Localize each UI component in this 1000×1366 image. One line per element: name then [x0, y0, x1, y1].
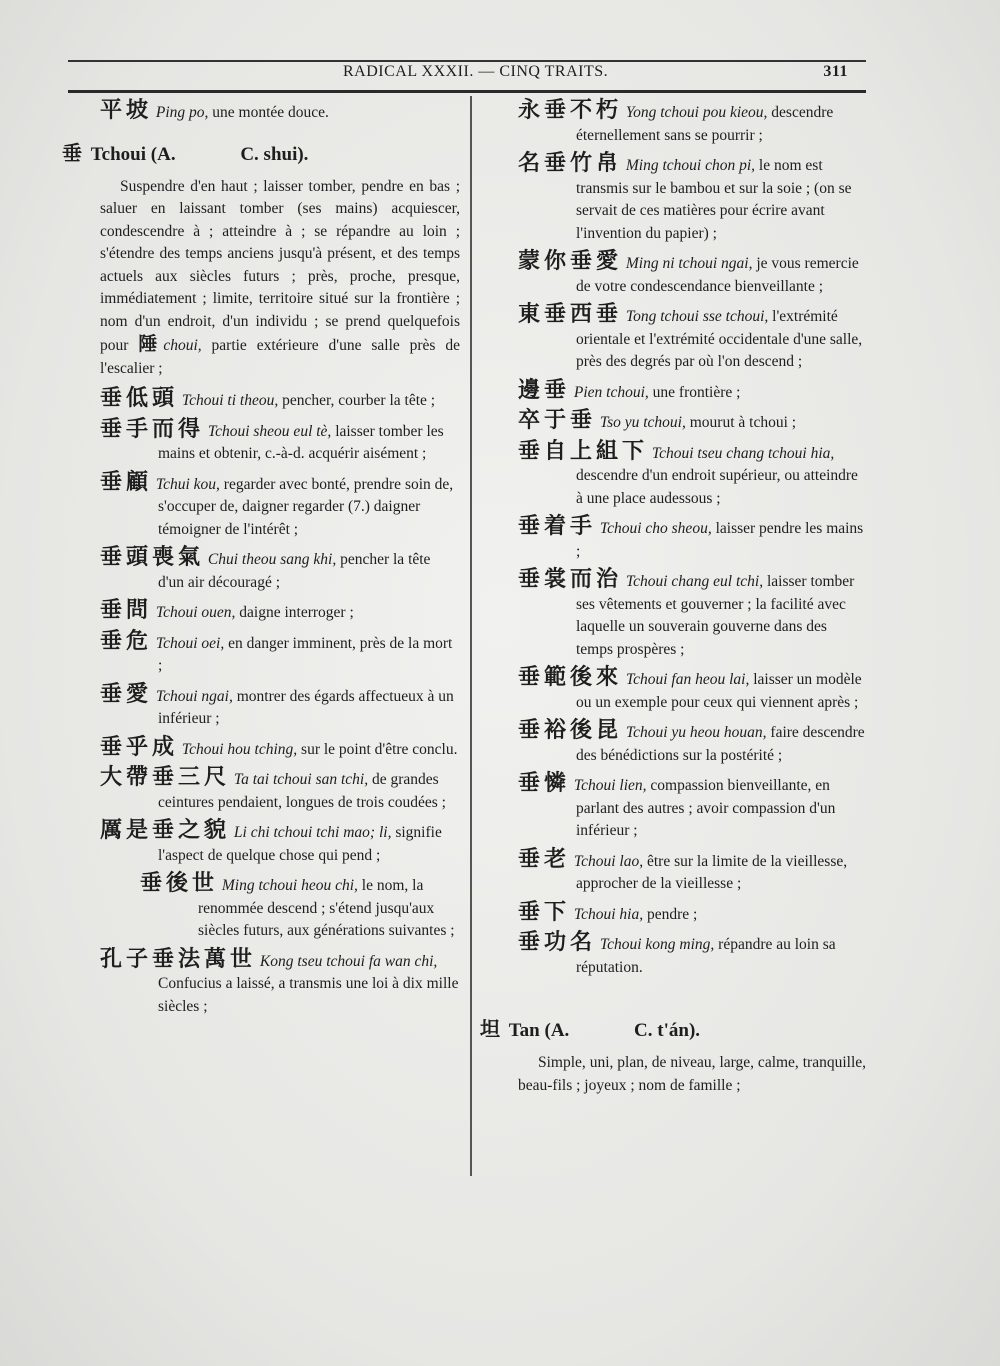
entry-romanization: Tchoui ngai,	[155, 687, 233, 705]
entry	[518, 304, 866, 374]
entry-definition: laisser un modèle ou un exemple pour ceux qui viennent après ;	[576, 671, 862, 711]
definition-part-b: partie extérieure d'une salle près de l'escalier ;	[100, 337, 460, 377]
entry	[100, 100, 460, 125]
entry-chinese: 垂頭喪氣	[100, 545, 205, 570]
entry	[100, 820, 460, 867]
entry	[518, 899, 866, 927]
entry-chinese: 垂功名	[518, 930, 597, 955]
entry-romanization: Tchoui ouen,	[155, 604, 236, 621]
entry-definition: être sur la limite de la vieillesse, approcher de la vieillesse ;	[576, 852, 848, 892]
entry-chinese: 垂下	[518, 899, 571, 925]
entry	[518, 410, 866, 435]
top-rule	[68, 60, 866, 62]
entry-romanization: Tchoui lien,	[573, 777, 647, 794]
column-separator	[470, 96, 472, 1176]
left-column	[62, 98, 460, 1024]
entry-chinese: 垂乎成	[100, 734, 179, 760]
entry-chinese: 垂手而得	[100, 416, 205, 442]
entry-chinese: 垂危	[100, 628, 153, 654]
entry-chinese: 垂範後來	[518, 665, 623, 690]
entry-chinese: 垂後世	[140, 871, 219, 896]
entry-chinese: 永垂不朽	[518, 98, 623, 123]
entry-definition: compassion bienveillante, en parlant des autres ; avoir compassion d'un inférieur ;	[576, 777, 836, 839]
right-entries-list	[518, 100, 866, 979]
entry-chinese: 垂愛	[100, 681, 153, 707]
entry	[518, 720, 866, 767]
entry-chinese: 垂老	[518, 846, 571, 872]
entry-definition: le nom est transmis sur le bambou et sur la soie ; (on se servait de ces matières pour écrire avant l'invention du papier) ;	[576, 157, 852, 242]
entry-romanization: Tchoui sheou eul tè,	[207, 422, 332, 440]
entry-chinese: 大帶垂三尺	[100, 765, 231, 790]
entry-definition: une frontière ;	[648, 383, 741, 401]
entry-romanization: Tchoui cho sheou,	[599, 520, 712, 537]
entry-definition: répandre au loin sa réputation.	[576, 936, 836, 976]
entry-definition: daigne interroger ;	[235, 604, 354, 621]
entry-definition: descendre éternellement sans se pourrir ;	[576, 104, 834, 144]
entry-romanization: Ping po,	[155, 104, 209, 121]
entry-romanization: Tchoui fan heou lai,	[625, 671, 750, 688]
definition-romanization: choui,	[163, 337, 202, 354]
entry	[100, 734, 460, 762]
entry-romanization: Ta tai tchoui san tchi,	[233, 771, 369, 788]
entry-definition: laisser tomber les mains et obtenir, c.-à-d. acquérir aisément ;	[158, 422, 444, 462]
entry	[518, 932, 866, 979]
entry-romanization: Chui theou sang khi,	[207, 551, 337, 568]
entry-romanization: Ming ni tchoui ngai,	[625, 255, 753, 272]
entry	[100, 416, 460, 466]
entry-definition: sur le point d'être conclu.	[297, 740, 458, 758]
headword-definition	[100, 176, 460, 381]
entry-romanization: Tchui kou,	[155, 475, 220, 493]
entry-romanization: Tchoui oei,	[155, 634, 225, 652]
page-number: 311	[823, 63, 848, 80]
entry-definition: laisser tomber ses vêtements et gouverner ; la facilité avec laquelle un souverain gouverne dans des temps prospères ;	[576, 573, 855, 658]
entry-romanization: Li chi tchoui tchi mao; li,	[233, 824, 392, 841]
definition-part-a: Suspendre d'en haut ; laisser tomber, pendre en bas ; saluer en laissant tomber (ses mains) acquiescer, condescendre à ; atteindre à ; se répandre au loin ; s'étendre des temps anciens jusqu'à présent, et des temps actuels aux siècles futurs ; près, proche, presque, immédiatement ; limite, territoire situé sur la frontière ; nom d'un endroit, d'un individu ; se prend quelquefois pour	[100, 177, 460, 354]
entry-chinese: 垂低頭	[100, 386, 179, 411]
header-rule	[68, 90, 866, 93]
entry-definition: de grandes ceintures pendaient, longues de trois coudées ;	[158, 771, 446, 811]
entry-romanization: Tchoui lao,	[573, 852, 644, 870]
entry-chinese: 垂着手	[518, 514, 597, 539]
entry-romanization: Tchoui tseu chang tchoui hia,	[651, 444, 835, 462]
entry-definition: mourut à tchoui ;	[685, 414, 797, 431]
entry	[518, 773, 866, 843]
entry-chinese: 垂自上組下	[518, 438, 649, 464]
entry	[518, 667, 866, 714]
headword-definition: Simple, uni, plan, de niveau, large, calme, tranquille, beau-fils ; joyeux ; nom de famille ;	[518, 1054, 866, 1094]
headword-name: Tan (A.	[508, 1020, 570, 1041]
entry-chinese: 名垂竹帛	[518, 151, 623, 176]
entry-romanization: Pien tchoui,	[573, 383, 649, 401]
entry-definition: en danger imminent, près de la mort ;	[158, 634, 453, 674]
headword-cantonese: C. t'án).	[634, 1020, 701, 1041]
entry-romanization: Tchoui hia,	[573, 905, 644, 923]
entry-definition: laisser pendre les mains ;	[576, 520, 864, 560]
entry-definition: descendre d'un endroit supérieur, ou atteindre à une place audessous ;	[576, 467, 858, 507]
entry	[100, 547, 460, 594]
entry-chinese: 垂裕後昆	[518, 718, 623, 743]
entry	[518, 377, 866, 405]
entry	[518, 251, 866, 298]
entry-definition: l'extrémité orientale et l'extrémité occidentale d'une salle, près des degrés par où l'on descend ;	[576, 308, 863, 370]
entry-chinese: 孔子垂法萬世	[100, 946, 257, 972]
entry-definition: pencher, courber la tête ;	[278, 392, 436, 409]
headword	[62, 137, 460, 166]
entry-chinese: 垂問	[100, 598, 153, 623]
entry-chinese: 垂裳而治	[518, 567, 623, 592]
entry-romanization: Tchoui chang eul tchi,	[625, 573, 764, 590]
entry	[100, 469, 460, 542]
entry	[100, 628, 460, 678]
entry-romanization: Tchoui kong ming,	[599, 936, 715, 953]
entry-chinese: 垂顧	[100, 469, 153, 495]
entry-definition: signifie l'aspect de quelque chose qui pend ;	[158, 824, 442, 864]
headword-chinese: 坦	[480, 1017, 504, 1041]
entry-romanization: Ming tchoui heou chi,	[221, 877, 358, 894]
entry-romanization: Tchoui hou tching,	[181, 740, 298, 758]
headword-chinese: 垂	[62, 140, 86, 165]
header-title: RADICAL XXXII. — CINQ TRAITS.	[343, 63, 609, 80]
entry-definition: pendre ;	[643, 905, 698, 923]
entry-chinese: 蒙你垂愛	[518, 249, 623, 274]
entry-romanization: Ming tchoui chon pi,	[625, 157, 756, 174]
entry	[100, 388, 460, 413]
entry	[518, 846, 866, 896]
headword-cantonese: C. shui).	[240, 143, 309, 165]
entry-definition: montrer des égards affectueux à un inférieur ;	[158, 687, 454, 727]
entry-romanization: Tso yu tchoui,	[599, 414, 686, 431]
entry-definition: faire descendre des bénédictions sur la postérité ;	[576, 724, 865, 764]
entry-definition: le nom, la renommée descend ; s'étend jusqu'aux siècles futurs, aux générations suivantes ;	[198, 877, 455, 939]
entry-definition: Confucius a laissé, a transmis une loi à dix mille siècles ;	[158, 975, 459, 1015]
right-column	[480, 98, 866, 1105]
entry	[518, 100, 866, 147]
entry-definition: une montée douce.	[208, 104, 329, 121]
entry-romanization: Tchoui ti theou,	[181, 392, 279, 409]
entry-romanization: Tchoui yu heou houan,	[625, 724, 767, 741]
entry	[100, 600, 460, 625]
entry	[518, 438, 866, 511]
definition-chinese: 陲	[138, 333, 164, 355]
entry-definition: pencher la tête d'un air découragé ;	[158, 551, 431, 591]
left-entries-list	[100, 388, 460, 1018]
entry	[140, 873, 460, 943]
entry-chinese: 邊垂	[518, 377, 571, 403]
entry-definition: je vous remercie de votre condescendance bienveillante ;	[576, 255, 859, 295]
entry-romanization: Yong tchoui pou kieou,	[625, 104, 768, 121]
entry	[518, 569, 866, 661]
entry-chinese: 卒于垂	[518, 408, 597, 433]
headword-name: Tchoui (A.	[90, 143, 176, 165]
entry-definition: regarder avec bonté, prendre soin de, s'occuper de, daigner regarder (7.) daigner témoigner de l'intérêt ;	[158, 475, 454, 538]
entry	[518, 516, 866, 563]
entry	[100, 946, 460, 1019]
entry	[518, 153, 866, 245]
entry-romanization: Tong tchoui sse tchoui,	[625, 308, 769, 325]
entry-chinese: 平坡	[100, 98, 153, 123]
entry-romanization: Kong tseu tchoui fa wan chi,	[259, 952, 438, 970]
entry-chinese: 厲是垂之貌	[100, 818, 231, 843]
entry-chinese: 垂憐	[518, 771, 571, 796]
entry	[100, 767, 460, 814]
entry-chinese: 東垂西垂	[518, 302, 623, 327]
headword	[480, 1013, 866, 1042]
running-header	[68, 63, 866, 89]
entry	[100, 681, 460, 731]
